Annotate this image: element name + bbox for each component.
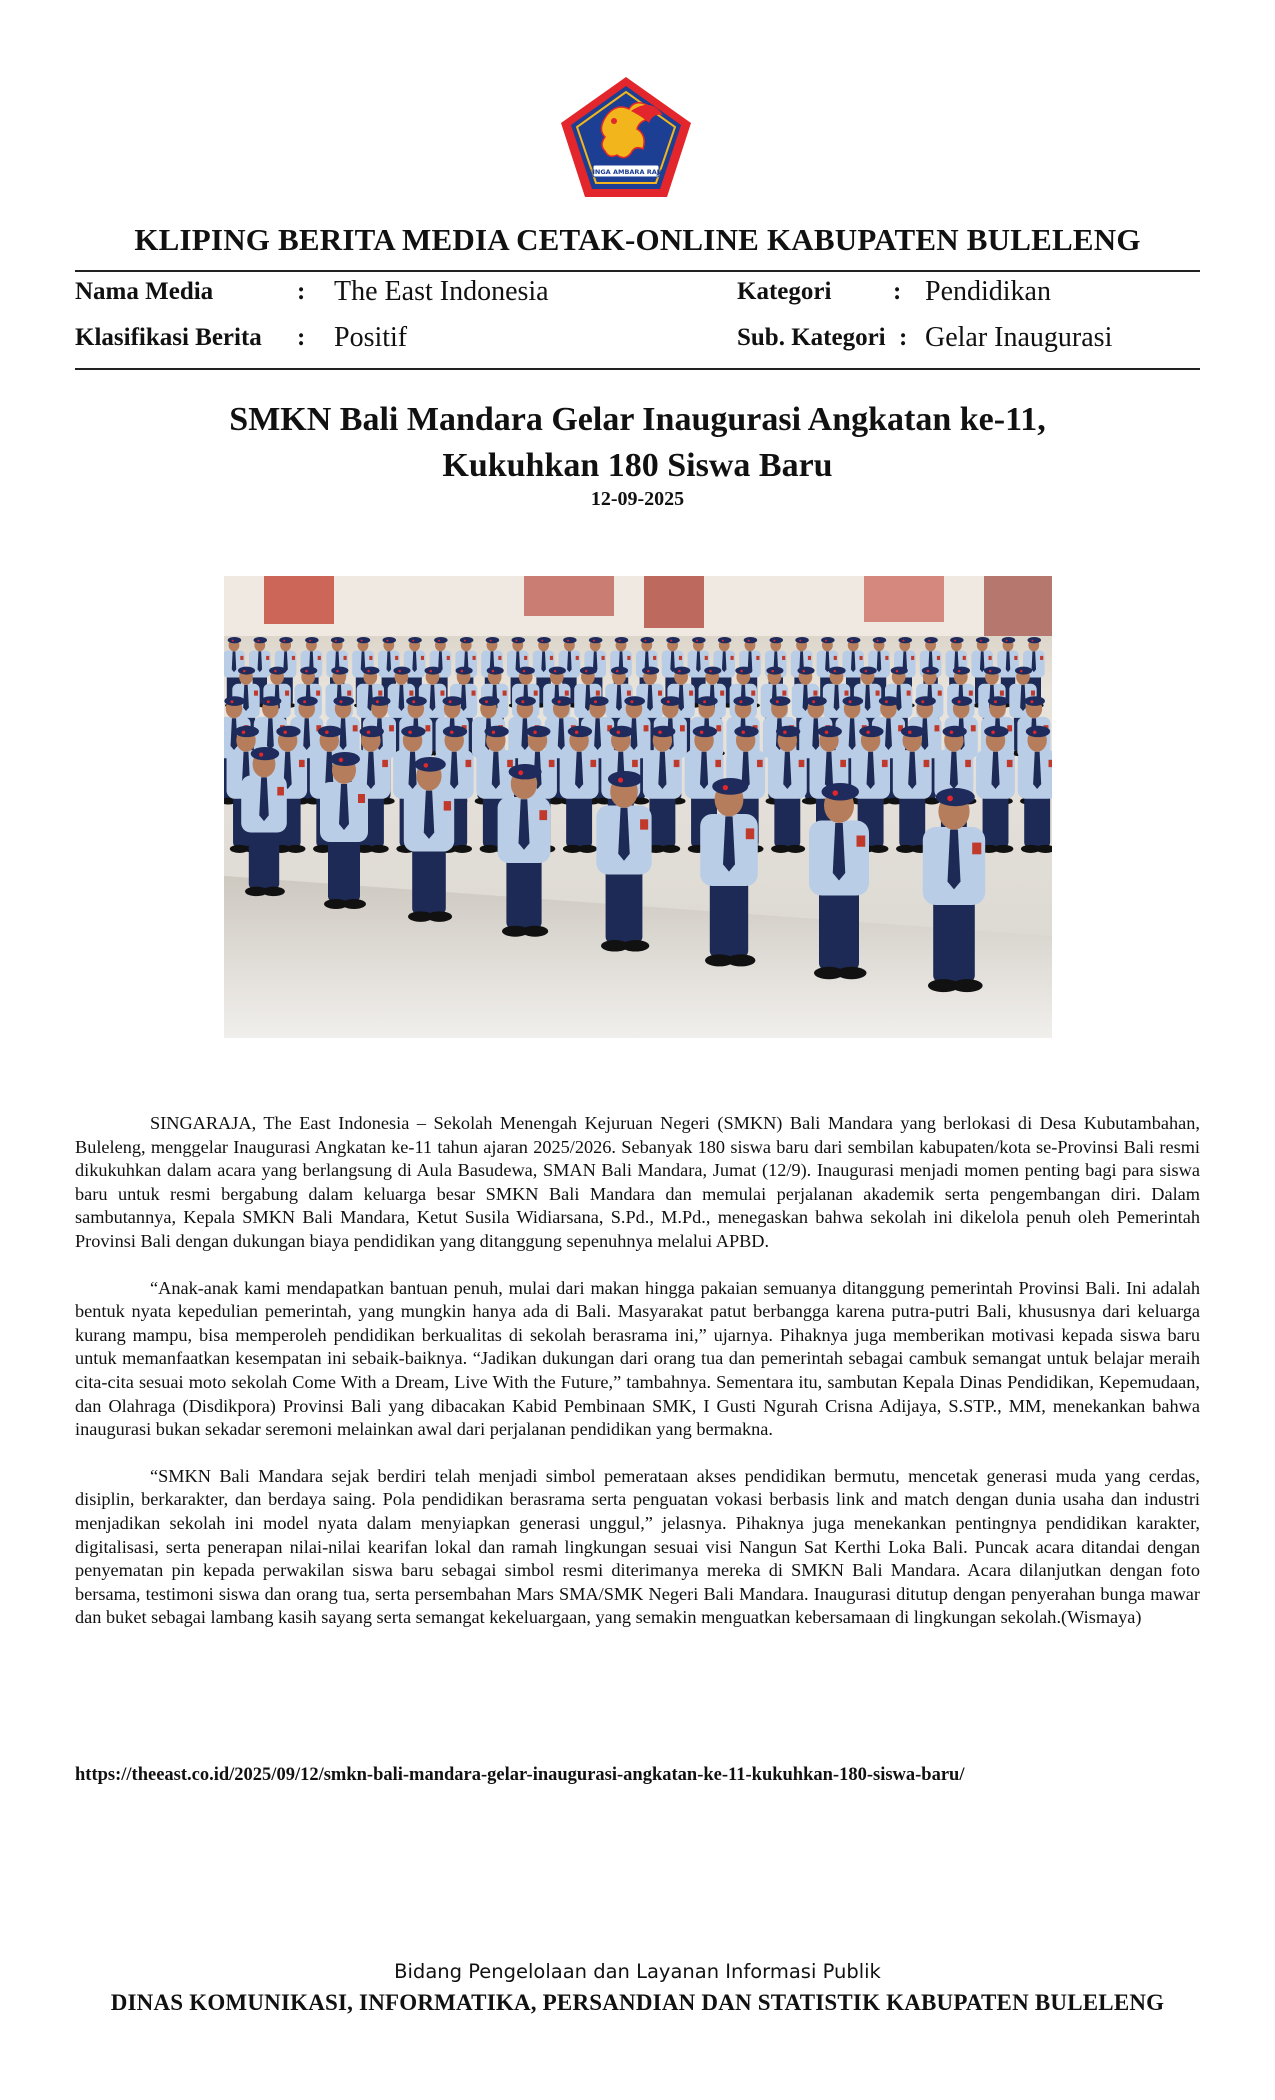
article-paragraph-3: “SMKN Bali Mandara sejak berdiri telah menjadi simbol pemerataan akses pendidikan bermutu, mencetak generasi muda yang cerdas, disiplin, berkarakter, dan berdaya saing. Pola pendidikan berasrama serta penguatan vokasi berbasis link and match dengan dunia usaha dan industri menjadikan sekolah ini model nyata dalam menyiapkan generasi unggul,” jelasnya. Pihaknya juga menekankan pentingnya pendidikan karakter, digitalisasi, serta penerapan nilai-nilai kearifan lokal dan ramah lingkungan sesuai visi Nangun Sat Kerthi Loka Bali. Puncak acara ditandai dengan penyematan pin kepada perwakilan siswa baru sebagai simbol resmi diterimanya mereka di SMKN Bali Mandara. Acara dilanjutkan dengan foto bersama, testimoni siswa dan orang tua, serta persembahan Mars SMA/SMK Negeri Bali Mandara. Inaugurasi ditutup dengan penyerahan bunga mawar dan buket sebagai lambang kasih sayang serta semangat kekeluargaan, yang semakin menguatkan kebersamaan di lingkungan sekolah.(Wismaya) [75, 1465, 1200, 1628]
subcategory-value: Gelar Inaugurasi [925, 322, 1113, 353]
clipping-header-title: KLIPING BERITA MEDIA CETAK-ONLINE KABUPATEN BULELENG [134, 222, 1141, 257]
article-paragraph-1: SINGARAJA, The East Indonesia – Sekolah Menengah Kejuruan Negeri (SMKN) Bali Mandara yang berlokasi di Desa Kubutambahan, Buleleng, menggelar Inaugurasi Angkatan ke-11 tahun ajaran 2025/2026. Sebanyak 180 siswa baru dari sembilan kabupaten/kota se-Provinsi Bali resmi dikukuhkan dalam acara yang berlangsung di Aula Basudewa, SMAN Bali Mandara, Jumat (12/9). Inaugurasi menjadi momen penting bagi para siswa baru untuk resmi bergabung dalam keluarga besar SMKN Bali Mandara dan memulai perjalanan akademik serta pengembangan diri. Dalam sambutannya, Kepala SMKN Bali Mandara, Ketut Susila Widiarsana, S.Pd., M.Pd., menegaskan bahwa sekolah ini dikelola penuh oleh Pemerintah Provinsi Bali dengan dukungan biaya pendidikan yang ditanggung sepenuhnya melalui APBD. [75, 1113, 1200, 1251]
header-divider-bottom [75, 368, 1200, 370]
logo-motto-text: SINGA AMBARA RAJA [587, 168, 665, 176]
source-url-link[interactable]: https://theeast.co.id/2025/09/12/smkn-bali-mandara-gelar-inaugurasi-angkatan-ke-11-kukuhkan-180-siswa-baru/ [75, 1765, 965, 1785]
article-title-line-2: Kukuhkan 180 Siswa Baru [442, 447, 833, 484]
article-paragraph-2: “Anak-anak kami mendapatkan bantuan penuh, mulai dari makan hingga pakaian semuanya ditanggung pemerintah Provinsi Bali. Ini adalah bentuk nyata kepedulian pemerintah, yang mungkin hanya ada di Bali. Masyarakat patut berbangga karena putra-putri Bali, khususnya dari keluarga kurang mampu, bisa memperoleh pendidikan berkualitas di sekolah berasrama ini,” ujarnya. Pihaknya juga memberikan motivasi kepada siswa baru untuk memanfaatkan kesempatan ini sebaik-baiknya. “Jadikan dukungan dari orang tua dan pemerintah sebagai cambuk semangat untuk belajar meraih cita-cita sesuai moto sekolah Come With a Dream, Live With the Future,” tambahnya. Sementara itu, sambutan Kepala Dinas Pendidikan, Kepemudaan, dan Olahraga (Disdikpora) Provinsi Bali yang dibacakan Kabid Pembinaan SMK, I Gusti Ngurah Crisna Adijaya, S.STP., MM, menekankan bahwa inaugurasi bukan sekadar seremoni melainkan awal dari perjalanan pendidikan yang bermakna. [75, 1277, 1200, 1440]
category-colon: : [893, 278, 902, 305]
news-classification-colon: : [297, 324, 306, 351]
article-body [75, 1112, 1200, 1653]
category-label: Kategori [737, 278, 832, 305]
footer-agency-name: DINAS KOMUNIKASI, INFORMATIKA, PERSANDIAN DAN STATISTIK KABUPATEN BULELENG [110, 1990, 1165, 2015]
article-title [0, 397, 1275, 489]
article-date: 12-09-2025 [590, 488, 685, 510]
subcategory-label: Sub. Kategori [737, 324, 886, 351]
news-classification-value: Positif [334, 322, 408, 353]
media-name-value: The East Indonesia [334, 276, 549, 307]
seated-students-photo [224, 576, 1052, 1038]
singa-ambara-raja-emblem-icon [559, 75, 693, 199]
article-title-line-1: SMKN Bali Mandara Gelar Inaugurasi Angkatan ke-11, [229, 401, 1046, 438]
article-photo [224, 576, 1052, 1038]
meta-row-1 [75, 278, 1200, 318]
category-value: Pendidikan [925, 276, 1051, 307]
meta-row-2 [75, 324, 1200, 364]
header-divider-top [75, 270, 1200, 272]
news-classification-label: Klasifikasi Berita [75, 324, 262, 351]
subcategory-colon: : [899, 324, 908, 351]
media-name-colon: : [297, 278, 306, 305]
footer-division-name: Bidang Pengelolaan dan Layanan Informasi Publik [394, 1960, 881, 1983]
buleleng-regency-logo [559, 75, 693, 199]
media-name-label: Nama Media [75, 278, 214, 305]
